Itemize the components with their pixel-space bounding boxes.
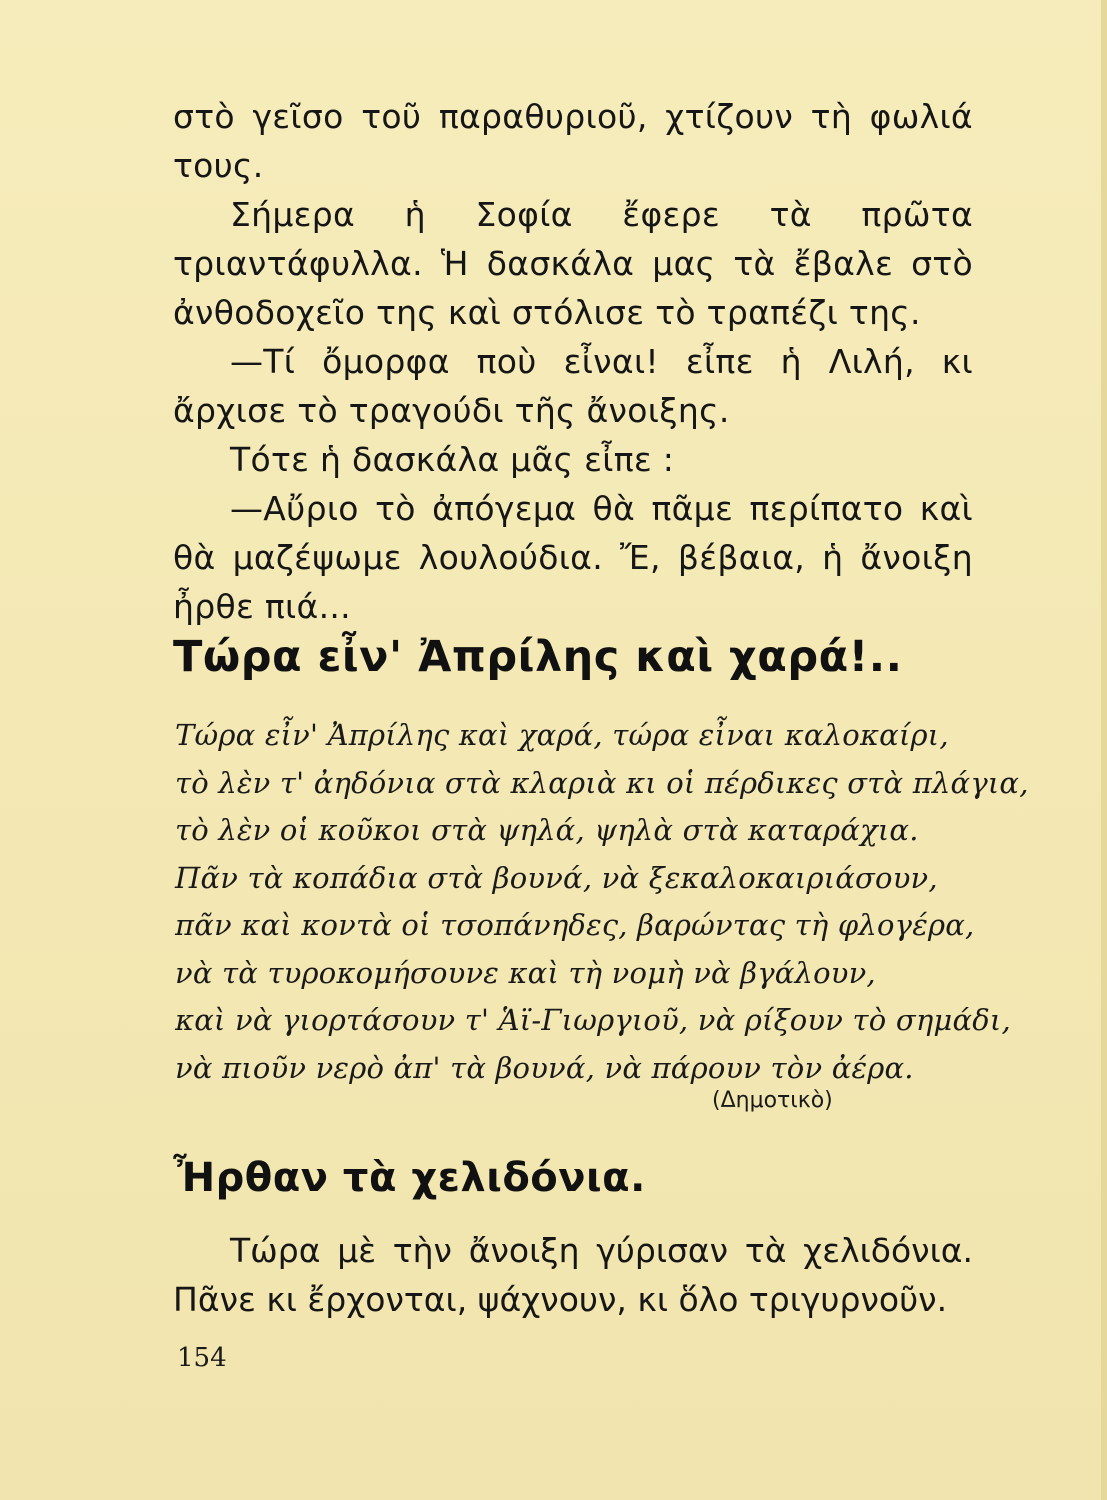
paragraph: Τότε ἡ δασκάλα μᾶς εἶπε : [230,440,675,479]
paragraph: —Τί ὄμορφα ποὺ εἶναι! εἶπε ἡ Λιλή, κι ἄρχισε τὸ τραγούδι τῆς ἄνοιξης. [173,342,973,430]
poem [175,712,1029,1092]
poem-line: Πᾶν τὰ κοπάδια στὰ βουνά, νὰ ξεκαλοκαιριάσουν, [175,860,938,895]
poem-line: νὰ τὰ τυροκομήσουνε καὶ τὴ νομὴ νὰ βγάλουν, [175,955,876,990]
poem-line: νὰ πιοῦν νερὸ ἀπ' τὰ βουνά, νὰ πάρουν τὸν ἀέρα. [175,1050,914,1085]
page-number: 154 [177,1343,227,1373]
intro-text [173,92,973,631]
page-edge [1101,0,1107,1500]
section-text [173,1226,973,1324]
poem-line: πᾶν καὶ κοντὰ οἱ τσοπάνηδες, βαρώντας τὴ φλογέρα, [175,908,975,942]
poem-line: τὸ λὲν τ' ἀηδόνια στὰ κλαριὰ κι οἱ πέρδικες στὰ πλάγια, [175,765,1029,800]
paragraph: Σήμερα ἡ Σοφία ἔφερε τὰ πρῶτα τριαντάφυλλα. Ἡ δασκάλα μας τὰ ἔβαλε στὸ ἀνθοδοχεῖο της καὶ στόλισε τὸ τραπέζι της. [173,195,973,332]
paragraph: Τώρα μὲ τὴν ἄνοιξη γύρισαν τὰ χελιδόνια. Πᾶνε κι ἔρχονται, ψάχνουν, κι ὅλο τριγυρνοῦν. [173,1231,973,1319]
poem-line: τὸ λὲν οἱ κοῦκοι στὰ ψηλά, ψηλὰ στὰ καταράχια. [175,813,919,847]
poem-line: Τώρα εἶν' Ἀπρίλης καὶ χαρά, τώρα εἶναι καλοκαίρι, [175,718,949,752]
poem-source: (Δημοτικὸ) [712,1088,833,1113]
paragraph: στὸ γεῖσο τοῦ παραθυριοῦ, χτίζουν τὴ φωλιά τους. [173,97,973,185]
poem-line: καὶ νὰ γιορτάσουν τ' Ἁϊ-Γιωργιοῦ, νὰ ρίξουν τὸ σημάδι, [175,1003,1011,1037]
poem-title: Τώρα εἶν' Ἀπρίλης καὶ χαρά!.. [173,632,903,682]
section-title: Ἦρθαν τὰ χελιδόνια. [173,1155,646,1201]
paragraph: —Αὔριο τὸ ἀπόγεμα θὰ πᾶμε περίπατο καὶ θὰ μαζέψωμε λουλούδια. Ἔ, βέβαια, ἡ ἄνοιξη ἦρθε πιά... [173,489,973,626]
